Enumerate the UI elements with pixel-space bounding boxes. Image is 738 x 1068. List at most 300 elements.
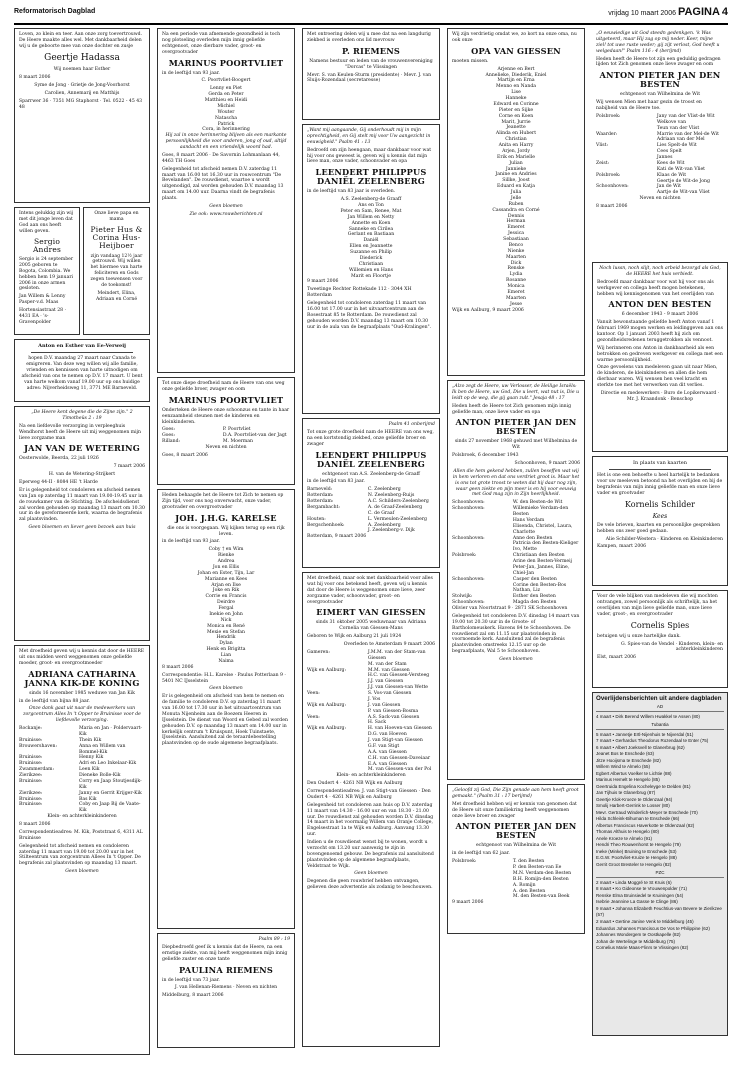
ad-date: Rotterdam, 9 maart 2006 [307, 534, 367, 540]
ad-intro: Na een liefdevolle verzorging in verpleeghuis Wendhorst heeft de Heere uit mij weggenomen mijn lieve zorgzame man [19, 423, 142, 441]
deceased-name: JAN VAN DE WETERING [24, 443, 140, 454]
family-member: Anna en Willem van Bommel-Kik [78, 743, 126, 755]
family-member: Marit, Jurrie [501, 119, 531, 125]
family-place: Bruinisse: [19, 761, 43, 767]
family-member: Ans en Ton [358, 203, 384, 209]
family-row [19, 744, 145, 756]
family-member: Hendrik [216, 635, 236, 641]
family-place: Brouwershaven: [19, 743, 58, 749]
family-member: Kati de Wit-van Vliet [656, 166, 706, 172]
box-item: 5 maart • Jannetje Ertl-Nijenhuis te Nijverdal (51) [596, 731, 694, 737]
ad-sub: echtgenoot van Wilhelmina de Wit [619, 92, 701, 98]
family-member: Jan de Wit [656, 184, 681, 190]
box-item: Jeanet Bos te Enschede (63) [596, 751, 655, 757]
ad-note: Geen bloemen [209, 203, 243, 209]
family-member: P. van Giessen-Bosma [367, 708, 419, 714]
family-member: M. Moerman [222, 439, 253, 445]
family-member: Jelle [510, 195, 522, 201]
family-member: D.G. van Hoeven [367, 732, 407, 738]
ad-verse: „De Heere kent degene die de Zijne zijn." 2 Timotheüs 2 : 19 [31, 410, 133, 421]
ad-parents: Syme de Jong · Grietje de Jong-Voorhorst [34, 82, 130, 88]
family-place: Rotterdam: [307, 493, 334, 499]
family-member: Benco [508, 242, 524, 248]
ad-text: Loven, zo klein en teer. Aan onze zorg toevertrouwd. De Heere maakte alles wel. Met dankbaarheid delen wij u de geboorte mee van onze dochter en zusje [19, 32, 143, 49]
family-member: Patricia den Besten-Kieliger [512, 541, 579, 547]
family-place: Zwammerdam: [19, 767, 55, 773]
family-member: Dieneke Bolle-Kik [78, 773, 121, 779]
ad-sub: moeten missen. [452, 58, 489, 64]
ad-signature: G. Spies-van de Vendel · Kinderen, klein- en achterkleinkinderen [621, 641, 723, 653]
ad-note: Geen bloemen [354, 871, 388, 877]
family-place: Veen: [307, 714, 320, 720]
family-place: Polsbroek: [452, 859, 477, 865]
family-member: Arjen, Jordy [502, 148, 530, 154]
family-member: B.H. Romijn-den Besten [512, 876, 569, 882]
family-member: Elisenda, Christel, Laura, Charlotte [512, 523, 573, 535]
ad-title: In plaats van kaarten [633, 460, 687, 466]
ad-date: 9 maart 2006 [307, 279, 339, 285]
ad-body: Vanuit bewonstaande geliefde heeft Anton vanaf 1 februari 1969 mogen werken en leidinggeven aan ons kantoor. Op 1 januari 2003 heeft hij zich om gezondheidsredenen teruggetrokken als vennoot. [597, 320, 723, 343]
family-member: Lise [511, 90, 521, 96]
deceased-name: ADRIANA CATHARINA JANNA KIK-DE KONING [24, 668, 140, 688]
family-place: Rilland: [162, 439, 181, 445]
family-member: Dennis [507, 213, 525, 219]
family-member: Julian [509, 160, 523, 166]
column-3 [302, 28, 440, 1056]
family-place: Schoonhoven: [596, 184, 629, 190]
ad-widow: H. van de Wetering-Strijkert [48, 472, 116, 478]
ad-sub: Wij noemen haar Esther [53, 67, 111, 73]
ad-intro: Na een periode van afnemende gezondheid is toch nog plotseling overleden mijn innig geliefde echtgenoot, onze dierbare vader, groot- en overgrootvader [162, 32, 281, 55]
ad-address: Correspondentieadres: M. Kik, Poststraat 6, 4311 AL Bruinisse [19, 829, 143, 841]
ad-body: Gelegenheid tot condoleren aan huis op D.V. zaterdag 11 maart van 14.30 - 16.00 uur en van 18.30 - 21.00 uur. De rouwdienst zal gehouden worden D.V. dinsdag 14 maart in het voormalig Willem van Oranje College, Engelsestraat 1a te Wijk en Aalburg. Aanvang 13.30 uur. [307, 802, 434, 838]
family-member: C. Zeelenberg [367, 487, 401, 493]
family-member: A.S. Sack-van Giessen [367, 714, 420, 720]
ad-quote: Hij zal in onze herinnering blijven als een markante persoonlijkheid die voor anderen, jong of oud, altijd aandacht en een vriendelijk woord had. [165, 133, 287, 151]
ad-age: in de leeftijd van bijna 88 jaar. [19, 698, 90, 704]
ad-birth: Polsbroek, 6 december 1943 [452, 453, 519, 459]
family-member: Michiel [217, 103, 235, 109]
family-member: Corine den Besten-Bos [512, 582, 567, 588]
family-member: Emeret [507, 225, 525, 231]
ad-death: 7 maart 2006 [113, 464, 145, 470]
family-place: Zierikzee: [19, 790, 43, 796]
family-member: G.F. van Stigt [367, 743, 400, 749]
obituary-van-de-wetering [14, 406, 150, 641]
ad-widow: C. Poortvliet-Boogert [201, 78, 251, 84]
family-member: P. den Besten-van Ee [512, 865, 562, 871]
ad-sub: die ons is voorgegaan. Wij kijken terug op een rijk leven. [167, 525, 285, 537]
family-member: Magda den Besten [512, 600, 557, 606]
family-member: Cora, in herinnering [202, 127, 250, 133]
box-item: 6 maart • Albert Joeksvell te Glanerbrug (62) [596, 744, 685, 750]
ad-date: Elst, maart 2006 [597, 655, 636, 661]
family-member: Welkove van [656, 119, 687, 125]
ad-address: Eperweg 44-II · 8084 HE 't Harde [19, 480, 98, 486]
ad-address: Tweetinge Rechter Rottekade 112 · 3044 XH Rotterdam [307, 287, 412, 299]
ad-date: Wijk en Aalburg, 9 maart 2006 [452, 307, 524, 313]
ad-address: Correspondentie: H.L. Karelse · Paulus Potterlaan 9 · 5401 NC IJsselstein [162, 672, 286, 684]
ad-intro: Heden heeft de Heere tot zijn een geduldig gedragen lijden tot Zich genomen onze lieve zwager en oom [596, 56, 721, 68]
ad-verse: Psalm 41 onberijmd [388, 422, 435, 427]
deceased-name: PAULINA RIEMENS [179, 964, 273, 975]
deceased-name: ANTON PIETER JAN DEN BESTEN [455, 417, 577, 437]
family-member: Casper den Besten [512, 576, 557, 582]
family-member: Naima [218, 658, 234, 664]
family-member: Marianne en Kees [204, 576, 248, 582]
family-place: Wijk en Aalburg: [307, 702, 347, 708]
family-member: Anita en Harry [498, 143, 534, 149]
ad-date: 8 maart 2006 [596, 204, 628, 210]
family-place: Bruinisse: [19, 796, 43, 802]
ad-date: 8 maart 2006 [162, 664, 194, 670]
family-list [162, 427, 290, 445]
family-member: M. den Besten-van Beek [512, 894, 570, 900]
box-item: Johan de Wertelinge te Middelburg (75) [596, 938, 675, 944]
box-item: 7 maart • Gerhardus Theodorus Rozendaal te Enter (75) [596, 738, 709, 744]
family-list [19, 726, 145, 814]
family-member: Pieter en Sijke [498, 107, 534, 113]
family-member: Deirdre [217, 600, 235, 606]
obituary-den-besten-3 [592, 28, 728, 258]
family-member: Lian [220, 653, 232, 659]
family-member: W. den Besten-de Wit [512, 500, 563, 506]
ad-body: Wij wensen Mien met haar gezin de troost en nabijheid van de Heere toe. [596, 100, 702, 112]
family-member: T. den Besten [512, 859, 545, 865]
family-member: Jon en Ellis [212, 564, 240, 570]
family-member: Leen Kik [78, 767, 100, 773]
family-member: Edward en Corinne [493, 101, 539, 107]
obituary-den-besten-1 [447, 380, 585, 780]
ad-intro: Bedroefd om zijn heengaan, maar dankbaar voor wat hij voor ons geweest is, geven wij u kennis dat mijn lieve man, onze vader, schoonvader en opa [307, 147, 432, 165]
family-place [452, 524, 511, 536]
family-place: Bruinisse: [19, 737, 43, 743]
family-place: Polsbroek: [596, 113, 621, 119]
family-member: Rienke [217, 553, 235, 559]
family-member: Monica en René [207, 623, 245, 629]
obituary-den-besten-employer [592, 262, 728, 452]
ad-body-2: Indien u de rouwdienst wenst bij te wonen, wordt u verzocht om 13.20 uur aanwezig te zijn in bovengenoemd gebouw. De begrafenis zal aansluitend plaatsvinden op de algemene begraafplaats, Veldstraat te Wijk. [307, 840, 434, 869]
family-member: A.C. Schilders-Zeelenberg [367, 499, 429, 505]
family-member: Nienke [507, 248, 525, 254]
ad-signature: Alie Schilder-Westera · Kinderen en Kleinkinderen [605, 536, 723, 542]
family-member: Ellen en Jeannette [349, 244, 393, 250]
family-member: Lydia [509, 272, 523, 278]
ad-siblings: Carolien, Annemarij en Matthijs [44, 90, 120, 96]
box-item: Eduardus Johannes Franciscus De Vos te Philippine (62) [596, 925, 710, 931]
ad-sub: sinds 31 oktober 2005 weduwnaar van Adriana Cornelia van Giessen-Mans [315, 620, 427, 632]
page-header [14, 5, 728, 25]
family-member: Aartje de Wit-van Vliet [656, 190, 710, 196]
ad-title: Anton en Esther van Ee-Verweij [38, 343, 126, 349]
family-member: Ivo, Mette [512, 547, 537, 553]
family-row [307, 650, 435, 662]
family-member: P. Poortvliet [222, 427, 251, 433]
family-member: Gerda en Peter [208, 92, 244, 98]
family-member: Gerlant en Bastiaan [347, 232, 395, 238]
obituary-kik-de-koning [14, 645, 150, 1055]
ad-verse: Noch lussn, noch slijt, noch arbeid bezorgd als God, de HEERE het huis verbiedt. [599, 266, 721, 277]
family-place: Waarder: [596, 131, 618, 137]
obituary-den-besten-2 [447, 784, 585, 934]
family-member: Cees Spelt [656, 149, 682, 155]
ad-intro: Met ontroering delen wij u mee dat na een langdurig ziekbed is overleden ons lid mevrouw [307, 32, 431, 43]
ad-note: Geen bloemen [209, 686, 243, 692]
family-member: J. van Giessen [367, 702, 401, 708]
family-place: Houten: [307, 516, 326, 522]
family-member: Joke en Rik [212, 588, 240, 594]
family-member: Maria en Jan · Poldervaart-Kik [78, 726, 142, 737]
family-member: Coby en Jaap Bij de Vaate-Kik [78, 802, 141, 814]
box-item: Gerrit Groot Bresteler te Hengelo (82) [596, 861, 672, 867]
family-member: Patrick [217, 121, 235, 127]
ad-dates: 6 december 1943 - 9 maart 2006 [621, 312, 699, 318]
deceased-name: OPA VAN GIESSEN [471, 45, 561, 56]
family-member: Anne den Besten [512, 535, 553, 541]
ad-text: Intens gelukkig zijn wij met dit jonge leven dat God aan ons heeft willen geven. [19, 211, 74, 234]
family-member: Maarten [506, 295, 526, 301]
box-item: Ineke (Minke) Bruining te Enschede (53) [596, 848, 677, 854]
family-member: Lenny en Piet [209, 86, 242, 92]
box-sections [596, 704, 724, 952]
family-member: S. Vos-van Giessen [367, 691, 412, 697]
emigration-ad [14, 339, 150, 402]
ad-more: Klein- en achterkleinkinderen [336, 773, 406, 779]
family-place: Bruinisse: [19, 778, 43, 784]
family-place: Barneveld: [307, 487, 333, 493]
deceased-name: P. RIEMENS [341, 45, 401, 56]
ad-date: 9 maart 2006 [452, 900, 484, 906]
family-place: Gameren: [307, 649, 330, 655]
ad-body-3: Onze gevoelens van medeleven gaan uit naar Mien, de kinderen, de kleinkinderen en allen die hem dierbaar waren. Wij wensen hen veel kracht en sterkte toe met het verwerken van dit verlies. [597, 365, 718, 389]
family-list [452, 859, 580, 900]
child-name: Sergio Andres [32, 236, 62, 254]
deceased-name: Kornelis Schilder [625, 499, 695, 509]
deceased-name: MARINUS POORTVLIET [168, 57, 284, 68]
ad-address: Sparrwer 36 · 7351 MG Staphorst · Tel. 0522 - 45 43 48 [19, 98, 143, 110]
ad-age: in de leeftijd van 73 jaar. [162, 977, 220, 983]
family-member: Geertje de Wit-de Jong [656, 178, 710, 184]
ad-row-2 [14, 207, 150, 335]
ad-intro: Met droefheid hebben wij er kennis van genomen dat de Heere uit onze familiekring heeft weggenomen onze lieve broer en zwager [452, 801, 577, 819]
family-place: Wijk en Aalburg: [307, 726, 347, 732]
family-member: Henny Kik [78, 755, 104, 761]
family-member: Inekie en John [209, 611, 243, 617]
ad-intro: Wij zijn verdrietig omdat we, zo kort na onze oma, nu ook onze [452, 32, 577, 43]
ad-note: Geen bloemen en liever geen bezoek aan huis [28, 525, 136, 531]
ad-quote: Onze dank gaat uit naar de medewerkers van zorgcentrum Alles In 't Opper te Bruinisse voor de liefdevolle verzorging. [23, 706, 141, 724]
family-list [596, 114, 724, 196]
family-member: A. Zeelenberg [367, 522, 401, 528]
deceased-name: LEENDERT PHILIPPUS DANIËL ZEELENBERG [315, 449, 427, 469]
box-item: Mevr. Gertraud Winderlich-Meyer te Enschede (70) [596, 809, 698, 815]
deceased-name: JOH. J.H.G. KARELSE [175, 512, 277, 523]
birth-ad-geertje [14, 28, 150, 203]
box-item: Albertus Franciscus Haverkotte te Oldenzaal (82) [596, 822, 695, 828]
family-member: Diederick [359, 255, 383, 261]
ad-intro: Tot onze grote droefheid nam de HEERE van ons weg, na een kortstondig ziekbed, onze geliefde broer en zwager [307, 429, 434, 447]
thanks-spies [592, 590, 728, 688]
family-member: Maarten [506, 254, 526, 260]
deceased-name: MARINUS POORTVLIET [168, 394, 284, 405]
obituary-van-giessen-1 [302, 572, 440, 1047]
family-member: Martijn en Erna [497, 78, 535, 84]
family-member: Marrie van der Mel-de Wit [656, 131, 719, 137]
family-place: Schoonhoven: [452, 500, 485, 506]
family-member: Matthieu en Heidi [204, 98, 248, 104]
family-place: Bruinisse: [19, 755, 43, 761]
family-member: Christian [505, 137, 527, 143]
family-member: Willemieke Verdam-den Besten [512, 506, 569, 518]
ad-address: Goes, 8 maart 2006 · De Savornin Lohmanlaan 44, 4463 TH Goes [162, 152, 280, 164]
ad-age: in de leeftijd van 83 jaar. [307, 479, 365, 485]
ad-body: Er is gelegenheid om afscheid van hem te nemen en de familie te condoleren D.V. op zaterdag 11 maart van 16.00 tot 17.30 uur in het uitvaartcentrum van Monuta Nijenheim aan de Boezem Heeren in IJsselstein. De dienst van Woord en Gebed zal worden gehouden D.V. op maandag 13 maart om 14.00 uur in kerkelijk centrum 't Kruispunt, Hoek Tuinstaete, IJsselstein. Aansluitend zal de teraardebestelling plaatsvinden op de oude algemene begraafplaats. [162, 694, 288, 747]
deceased-name: EIMERT VAN GIESSEN [316, 607, 426, 618]
family-member: Sillke, Joost [502, 178, 530, 184]
family-member: Hans Verdam [512, 517, 545, 523]
family-member: Klaas de Wit [656, 172, 687, 178]
box-item: 9 maart • Johanna Elizabeth Feuchtius-van Bevere te Zierikzee (57) [596, 905, 722, 918]
ad-intro: Tot onze diepe droefheid nam de Heere van ons weg onze geliefde broer, zwager en oom [162, 381, 285, 392]
ad-verse: „Want mij aangaande, Gij onderhoudt mij in mijn oprechtigheid, en Gij stelt mij voor Uw aangezicht in eeuwigheid." Psalm 41 : 13 [307, 128, 431, 145]
family-member: Peter-Jan, Jannes, Eline, Chiel-Jan [512, 564, 570, 576]
family-place: Zeist: [596, 160, 610, 166]
family-member: Menno en Nanda [495, 84, 537, 90]
family-member: Jeanette [506, 125, 526, 131]
paper-name: Reformatorisch Dagblad [14, 8, 96, 15]
ad-verse: „Geloofd zij God, Die Zijn genade aan hem heeft groot gemaakt." (Psalm 31 : 17 berijmd) [452, 788, 579, 799]
ad-thanks: betuigen wij u onze hartelijke dank. [597, 633, 681, 639]
family-member: Esther den Besten [512, 594, 556, 600]
family-member: Christiaan [358, 261, 384, 267]
family-member: D.A. Poortvliet-van der Jagt [222, 433, 287, 439]
children-list [162, 547, 290, 665]
box-item: 8 maart • Ko Gideonse te Vrouwenpolder (71) [596, 886, 687, 892]
ad-intro: Bedroefd maar dankbaar voor wat hij voor ons als werkgever en collega heeft mogen betekenen, hebben wij kennisgenomen van het overlijden van [597, 279, 714, 297]
ad-sub: sinds 16 november 1985 weduwe van Jan Kik [29, 690, 135, 696]
obituary-riemens-2 [302, 28, 440, 120]
family-member: H. Sack [367, 720, 387, 726]
family-place: Goes: [162, 433, 176, 439]
family-place: Rotterdam: [307, 499, 334, 505]
family-row [19, 802, 145, 814]
ad-verse: „Alzo zegt de Heere, uw Verlosser, de Heilige Israëls: Ik ben de Heere, uw God, Die u leert, wat nut is, Die u leidt op de weg, die gij gaan zult." Jesaja 48 : 17 [452, 384, 580, 401]
box-item: Anele Kroeze te Almelo (91) [596, 835, 653, 841]
ad-age: in de leeftijd van 83 jaar is overleden. [307, 189, 396, 195]
family-member: Erik en Marielle [497, 154, 535, 160]
family-member: Corry en Jaap Stoutjesdijk-Kik [78, 778, 142, 790]
family-member: E.A. van Giessen [367, 761, 407, 767]
family-list [452, 500, 580, 606]
ad-intro: Heden behaagde het de Heere tot Zich te nemen op Zijn tijd, voor ons nog onverwacht, onze vader, grootvader en overgrootvader [162, 493, 284, 510]
family-member: Janine en Andries [495, 172, 537, 178]
family-list [307, 650, 435, 773]
family-member: Monica [507, 284, 525, 290]
ad-more: Neven en nichten [205, 445, 247, 451]
family-place: Zierikzee: [19, 773, 43, 779]
family-member: Janny en Gerrit Krijger-Kik [78, 790, 142, 796]
family-place: Schoonhoven: [452, 576, 485, 582]
deceased-nickname: Kees [652, 513, 668, 521]
family-member: Mexie en Stefan [207, 629, 245, 635]
ad-age: in de leeftijd van 62 jaar. [452, 851, 510, 857]
ad-address: Olivier van Noortstraat 9 · 2871 SK Schoonhoven [452, 606, 568, 612]
ad-signature: J. van Hellenan-Riemens · Neven en nichten [174, 985, 278, 991]
box-item: 2 maart • Linda Moggré te St Kruis (6) [596, 879, 672, 885]
family-member: C.H. van Giessen-Daveiaar [367, 755, 431, 761]
ad-sub: echtgenoot van Wilhelmina de Wit [475, 843, 557, 849]
column-2 [157, 28, 295, 1056]
obituary-poortvliet-1 [157, 28, 295, 373]
family-member: Dylan [219, 641, 233, 647]
ad-note: Geen bloemen [65, 869, 99, 875]
ad-sub: sinds 27 november 1968 gehuwd met Wilhelmina de Wit [454, 439, 578, 451]
family-member: Coby † en Wim [208, 547, 244, 553]
ad-death: Overleden te Amsterdam 9 maart 2006 [343, 642, 435, 648]
obituary-karelse [157, 489, 295, 929]
family-member: Fergal [218, 606, 234, 612]
box-item: Marinus Hemelt te Hengelo (85) [596, 777, 660, 783]
family-member: L. Vermeulen-Zeelenberg [367, 516, 427, 522]
child-name: Geertje Hadassa [44, 52, 120, 63]
ad-signature: Directie en medewerkers · Buro de Lopikerwaard · Mr. J. Kraandonk · Benschop [600, 390, 720, 402]
family-place: Schoonhoven: [452, 535, 485, 541]
family-member: Corrie en Francis [205, 594, 247, 600]
family-place: Vlist: [596, 143, 609, 149]
family-member: M.N. Verdam-den Besten [512, 870, 572, 876]
ad-date: Middelburg, 8 maart 2006 [162, 993, 224, 999]
family-member: Jesse [510, 301, 522, 307]
family-member: Willemien en Hans [349, 267, 393, 273]
box-item: Hendri Theo Rouwenhorst te Hengelo (79) [596, 842, 681, 848]
family-member: Rosanne [506, 278, 526, 284]
family-member: Hanneke [505, 96, 527, 102]
adoption-ad [14, 207, 80, 335]
ad-sub: echtgenoot van A.S. Zeelenberg-de Graaff [322, 471, 420, 477]
deceased-name: ANTON PIETER JAN DEN BESTEN [599, 70, 721, 90]
ad-body: zijn vandaag 12½ jaar getrouwd. Wij willen het hiermee van harte feliciteren en Gods zegen toewensen voor de toekomst! [90, 253, 143, 288]
ad-date: 8 maart 2006 [19, 822, 51, 828]
box-item: Hilda Schleink-Bihuman te Enschede (66) [596, 816, 680, 822]
obituary-opa-van-giessen [447, 28, 585, 376]
box-item: 2 maart • Gertine Janine Venk te Middelburg (45) [596, 918, 694, 924]
ad-more: Klein- en achterkleinkinderen [47, 814, 117, 820]
family-row [452, 506, 580, 518]
family-member: J.J. van Giessen [367, 679, 404, 685]
box-section-title: Tubantia [596, 722, 724, 730]
ad-birth: Geboren te Wijk en Aalburg 21 juli 1924 [307, 634, 402, 640]
family-place: Bruinisse: [19, 802, 43, 808]
box-item: Smolij Harbert-Gerrink te Losser (80) [596, 803, 670, 809]
family-member: M. van der Stam [367, 661, 407, 667]
family-member: M.M. van Giessen [367, 667, 410, 673]
ad-age: in de leeftijd van 93 jaar. [162, 70, 220, 76]
obituary-zeelenberg-2 [302, 418, 440, 568]
family-member: Jessica [507, 231, 525, 237]
family-row [19, 726, 145, 738]
ad-footer: Degenen die geen rouwbrief hebben ontvangen, gelieven deze advertentie als zodanig te beschouwen. [307, 879, 433, 891]
other-papers-box [592, 692, 728, 1036]
box-item: Johannes Wondergem te Oostkapelle (82) [596, 932, 681, 938]
children-list [162, 86, 290, 133]
ad-body: Gelegenheid tot afscheid nemen en condoleren zaterdag 11 maart van 19.00 tot 20.00 uur in het Stilteentrum van zorgcentrum Allees In 't Opper. De begrafenis zal plaatsvinden op maandag 13 maart. [19, 843, 141, 867]
deceased-name: Cornelis Spies [630, 620, 690, 630]
ad-intro: Het is one een behoefte u heel hartelijk te bedanken voor uw meeleven betoond na het overlijden en bij de begrafenis van mijn innig geliefde man en onze lieve vader en grootvader [597, 473, 723, 497]
family-list [307, 487, 435, 534]
family-place: Rockanje: [19, 726, 42, 732]
page-date: vrijdag 10 maart 2006 PAGINA 4 [608, 6, 728, 18]
family-member: Renske [507, 266, 525, 272]
